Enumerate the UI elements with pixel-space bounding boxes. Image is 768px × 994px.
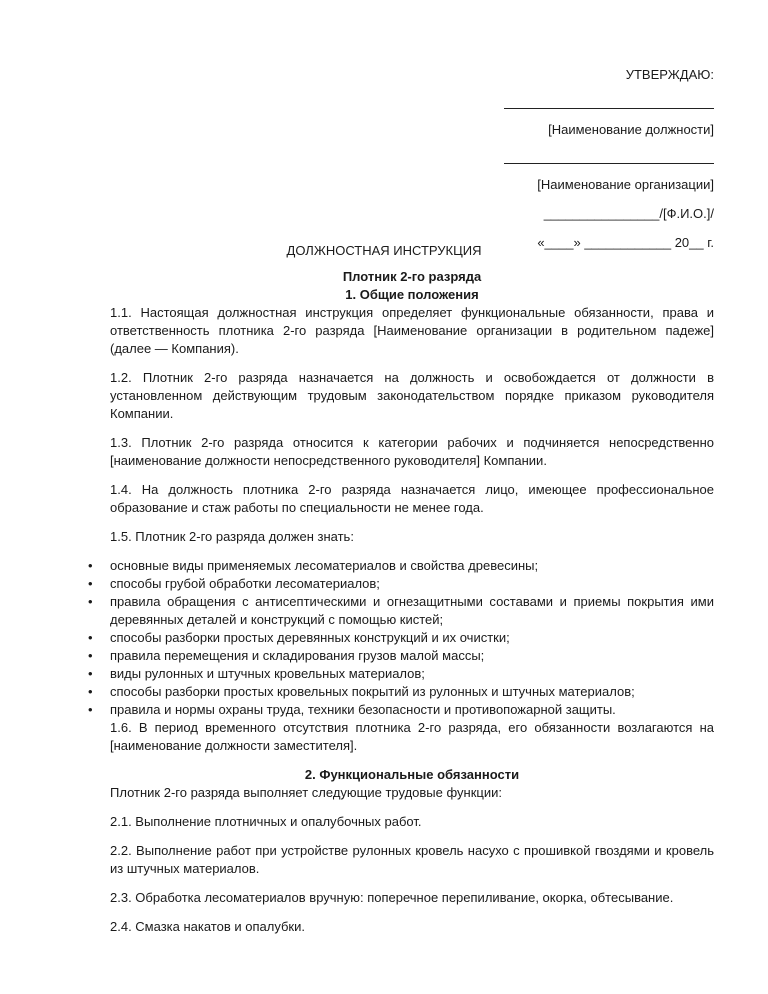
paragraph-1-1: 1.1. Настоящая должностная инструкция определяет функциональные обязанности, права и ответственность плотника 2-го разряда [Наименование организации в родительном падеже] (далее — Компания). [110, 305, 714, 356]
paragraph-2-4: 2.4. Смазка накатов и опалубки. [110, 919, 305, 934]
list-item: • правила обращения с антисептическими и огнезащитными составами и приемы покрытия ими деревянных деталей и конструкций с помощью кистей; [110, 593, 714, 629]
paragraph-1-2: 1.2. Плотник 2-го разряда назначается на должность и освобождается от должности в установленном действующим трудовым законодательством порядке приказом руководителя Компании. [110, 370, 714, 421]
paragraph-2-1: 2.1. Выполнение плотничных и опалубочных работ. [110, 814, 422, 829]
list-item: • правила и нормы охраны труда, техники безопасности и противопожарной защиты. [110, 701, 714, 719]
paragraph-2-3: 2.3. Обработка лесоматериалов вручную: поперечное перепиливание, окорка, обтесывание. [110, 890, 674, 905]
document-subtitle: Плотник 2-го разряда [342, 269, 482, 284]
list-item: • способы разборки простых деревянных конструкций и их очистки; [110, 629, 714, 647]
approval-block [504, 66, 714, 252]
document-body [110, 268, 714, 947]
approval-title: УТВЕРЖДАЮ: [625, 67, 714, 82]
approval-position: [Наименование должности] [548, 122, 714, 137]
paragraph-1-4: 1.4. На должность плотника 2-го разряда назначается лицо, имеющее профессиональное образование и стаж работы по специальности не менее года. [110, 482, 714, 515]
paragraph-1-6: 1.6. В период временного отсутствия плотника 2-го разряда, его обязанности возлагаются на [наименование должности заместителя]. [110, 720, 714, 753]
signature-line [504, 163, 714, 164]
list-item: • основные виды применяемых лесоматериалов и свойства древесины; [110, 557, 714, 575]
section2-heading: 2. Функциональные обязанности [304, 767, 520, 782]
section2-intro: Плотник 2-го разряда выполняет следующие трудовые функции: [110, 785, 502, 800]
approval-date: «____» ____________ 20__ г. [537, 235, 714, 250]
list-item: • способы грубой обработки лесоматериалов; [110, 575, 714, 593]
signature-line [504, 108, 714, 109]
paragraph-1-3: 1.3. Плотник 2-го разряда относится к категории рабочих и подчиняется непосредственно [наименование должности непосредственного руководителя] Компании. [110, 435, 714, 468]
knowledge-list [110, 557, 714, 719]
document-title: ДОЛЖНОСТНАЯ ИНСТРУКЦИЯ [286, 243, 482, 258]
approval-organization: [Наименование организации] [537, 177, 714, 192]
paragraph-2-2: 2.2. Выполнение работ при устройстве рулонных кровель насухо с прошивкой гвоздями и кровель из штучных материалов. [110, 843, 714, 876]
approval-signature: ________________/[Ф.И.О.]/ [543, 206, 714, 221]
list-item: • виды рулонных и штучных кровельных материалов; [110, 665, 714, 683]
paragraph-1-5: 1.5. Плотник 2-го разряда должен знать: [110, 529, 354, 544]
section1-heading: 1. Общие положения [345, 287, 479, 302]
list-item: • способы разборки простых кровельных покрытий из рулонных и штучных материалов; [110, 683, 714, 701]
list-item: • правила перемещения и складирования грузов малой массы; [110, 647, 714, 665]
